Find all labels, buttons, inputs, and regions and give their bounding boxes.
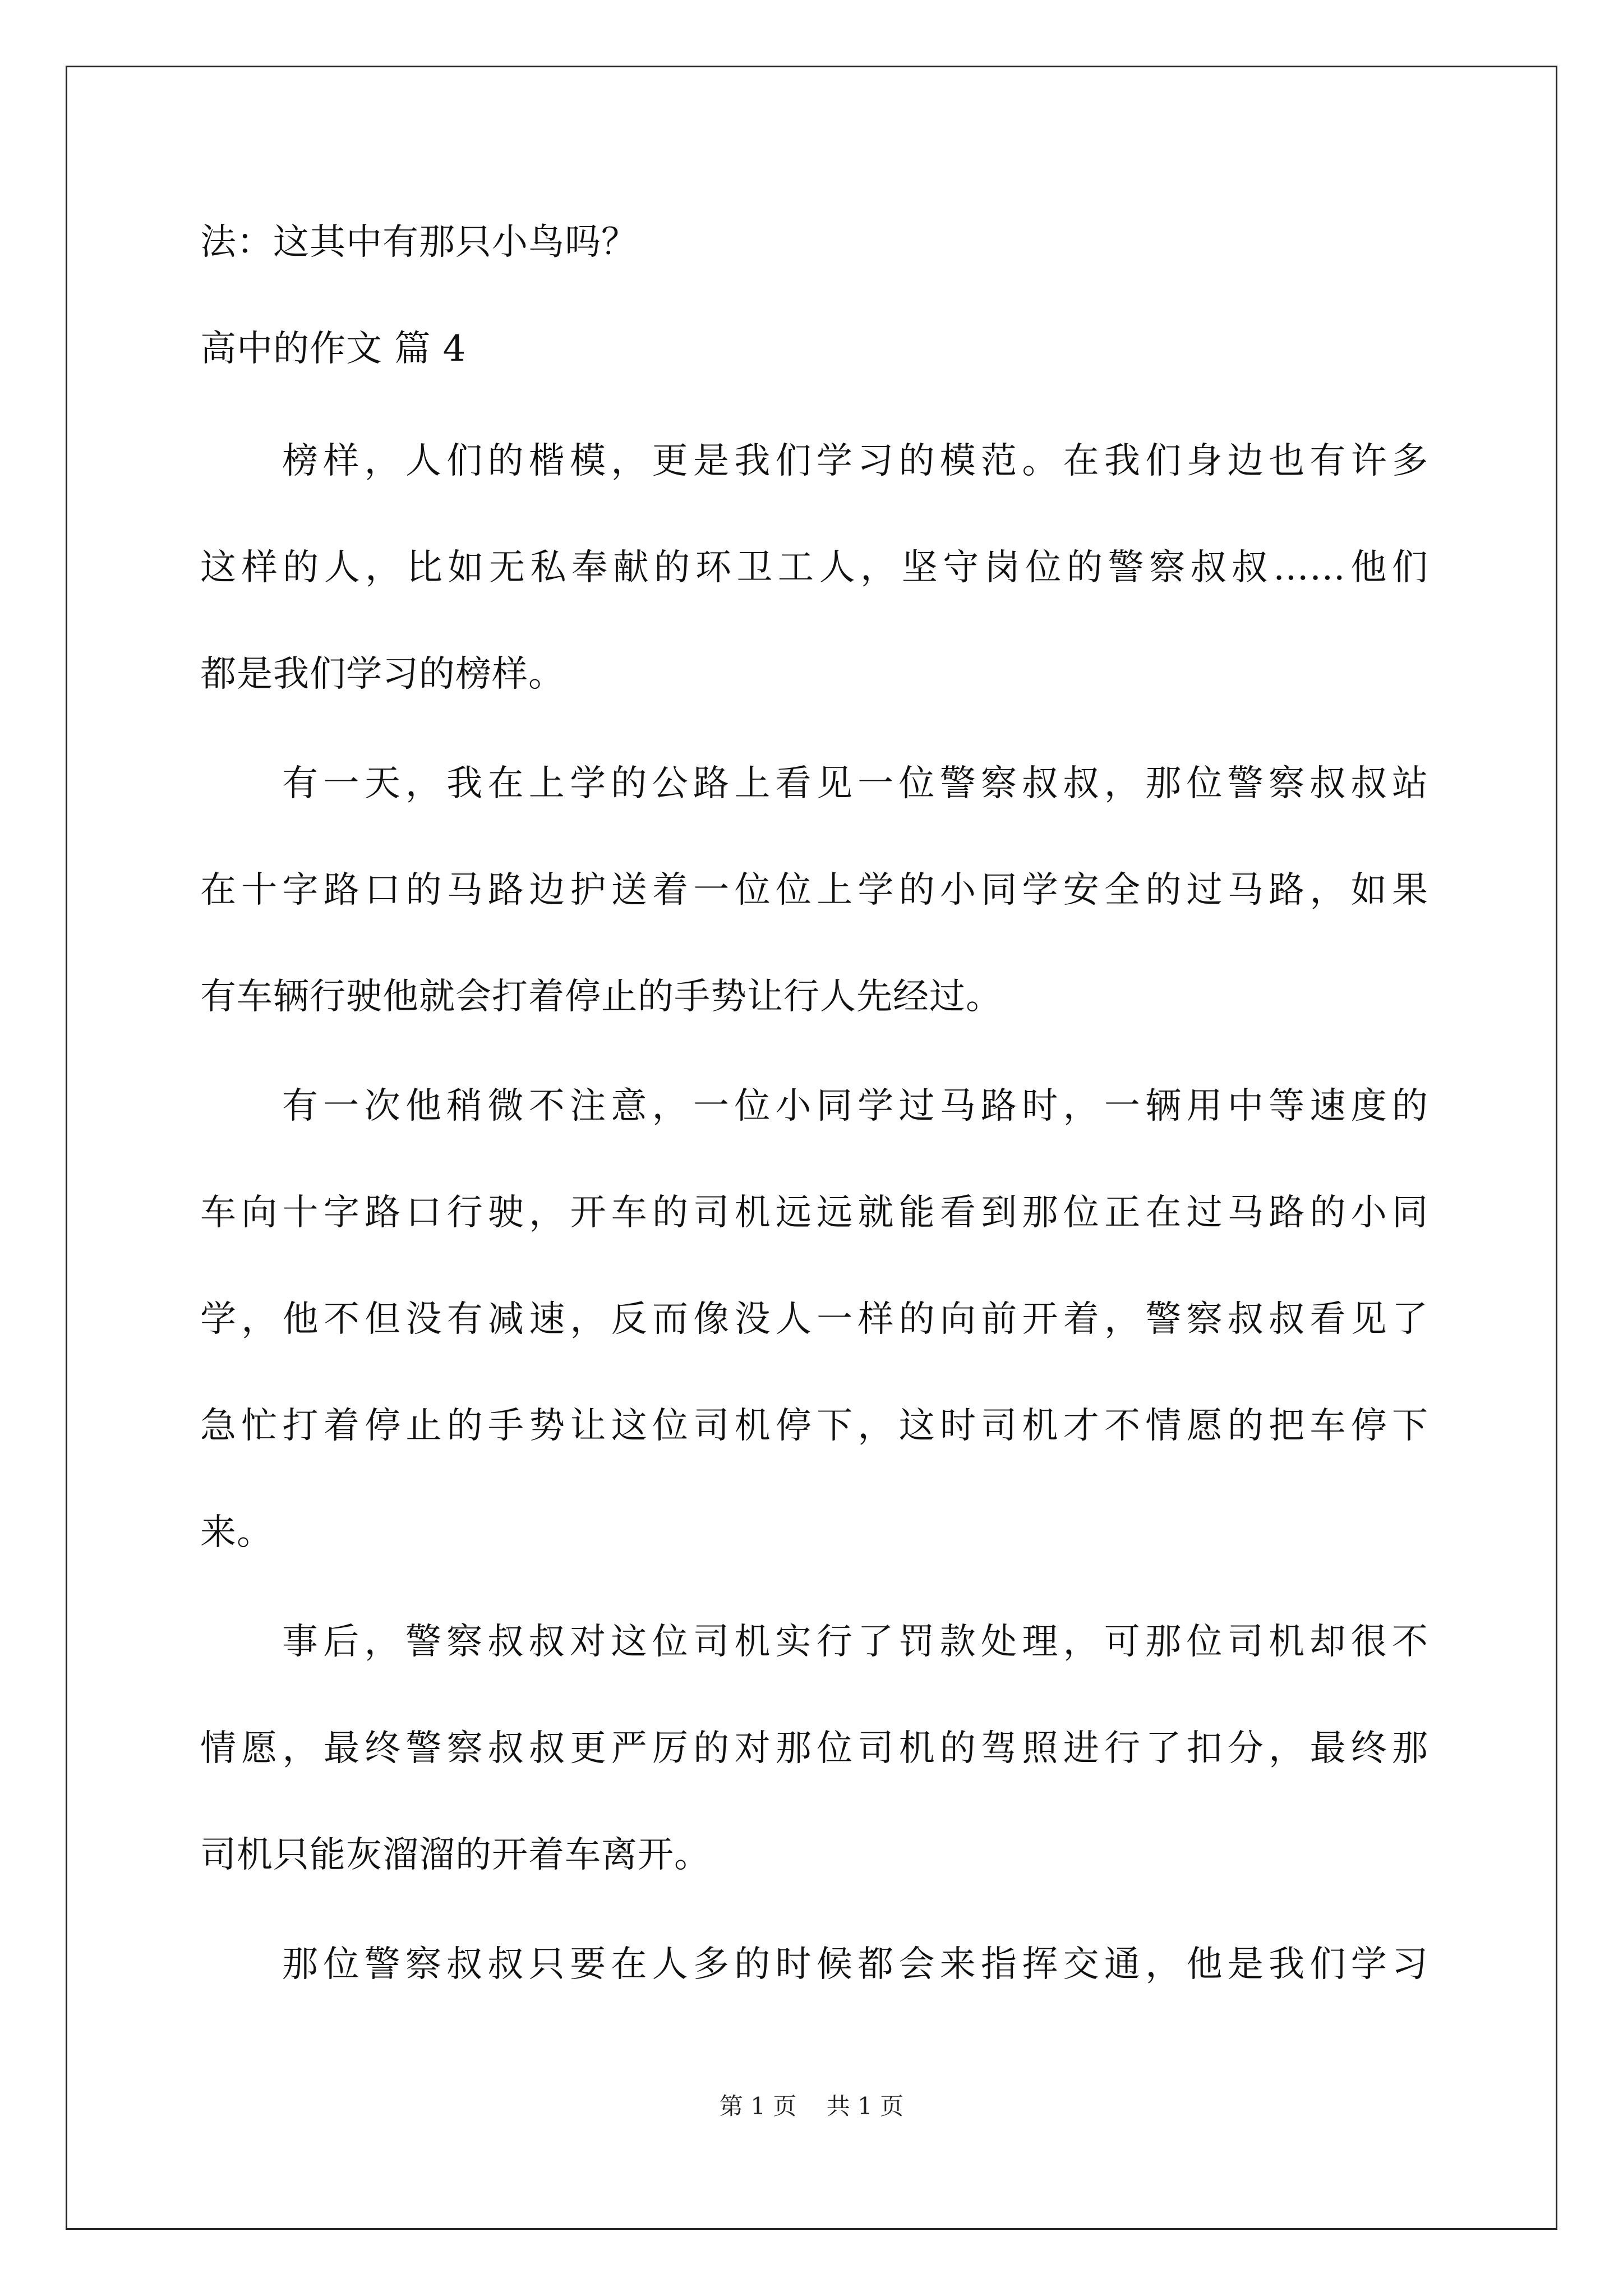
paragraph-line: 来。 <box>200 1512 273 1553</box>
paragraph-line: 在十字路口的马路边护送着一位位上学的小同学安全的过马路，如果 <box>200 869 1428 911</box>
paragraph-line: 有一次他稍微不注意，一位小同学过马路时，一辆用中等速度的 <box>282 1085 1428 1127</box>
paragraph-line: 那位警察叔叔只要在人多的时候都会来指挥交通，他是我们学习 <box>282 1944 1428 1985</box>
paragraph-line: 有车辆行驶他就会打着停止的手势让行人先经过。 <box>200 976 1002 1018</box>
section-heading: 高中的作文 篇 4 <box>200 328 467 370</box>
page-footer <box>0 2088 1623 2122</box>
page-border <box>66 66 1557 2230</box>
page-number: 第 1 页 共 1 页 <box>719 2092 904 2120</box>
paragraph-line: 都是我们学习的榜样。 <box>200 654 565 695</box>
paragraph-line: 车向十字路口行驶，开车的司机远远就能看到那位正在过马路的小同 <box>200 1192 1428 1234</box>
paragraph-line: 司机只能灰溜溜的开着车离开。 <box>200 1834 711 1876</box>
paragraph-line: 事后，警察叔叔对这位司机实行了罚款处理，可那位司机却很不 <box>282 1621 1428 1663</box>
paragraph-line: 榜样，人们的楷模，更是我们学习的模范。在我们身边也有许多 <box>282 440 1428 482</box>
paragraph-line: 有一天，我在上学的公路上看见一位警察叔叔，那位警察叔叔站 <box>282 763 1428 804</box>
paragraph-line: 情愿，最终警察叔叔更严厉的对那位司机的驾照进行了扣分，最终那 <box>200 1728 1428 1769</box>
paragraph-line: 急忙打着停止的手势让这位司机停下，这时司机才不情愿的把车停下 <box>200 1405 1428 1447</box>
text-line: 法：这其中有那只小鸟吗？ <box>200 222 638 263</box>
paragraph-line: 这样的人，比如无私奉献的环卫工人，坚守岗位的警察叔叔……他们 <box>200 547 1428 588</box>
paragraph-line: 学，他不但没有减速，反而像没人一样的向前开着，警察叔叔看见了 <box>200 1299 1428 1340</box>
